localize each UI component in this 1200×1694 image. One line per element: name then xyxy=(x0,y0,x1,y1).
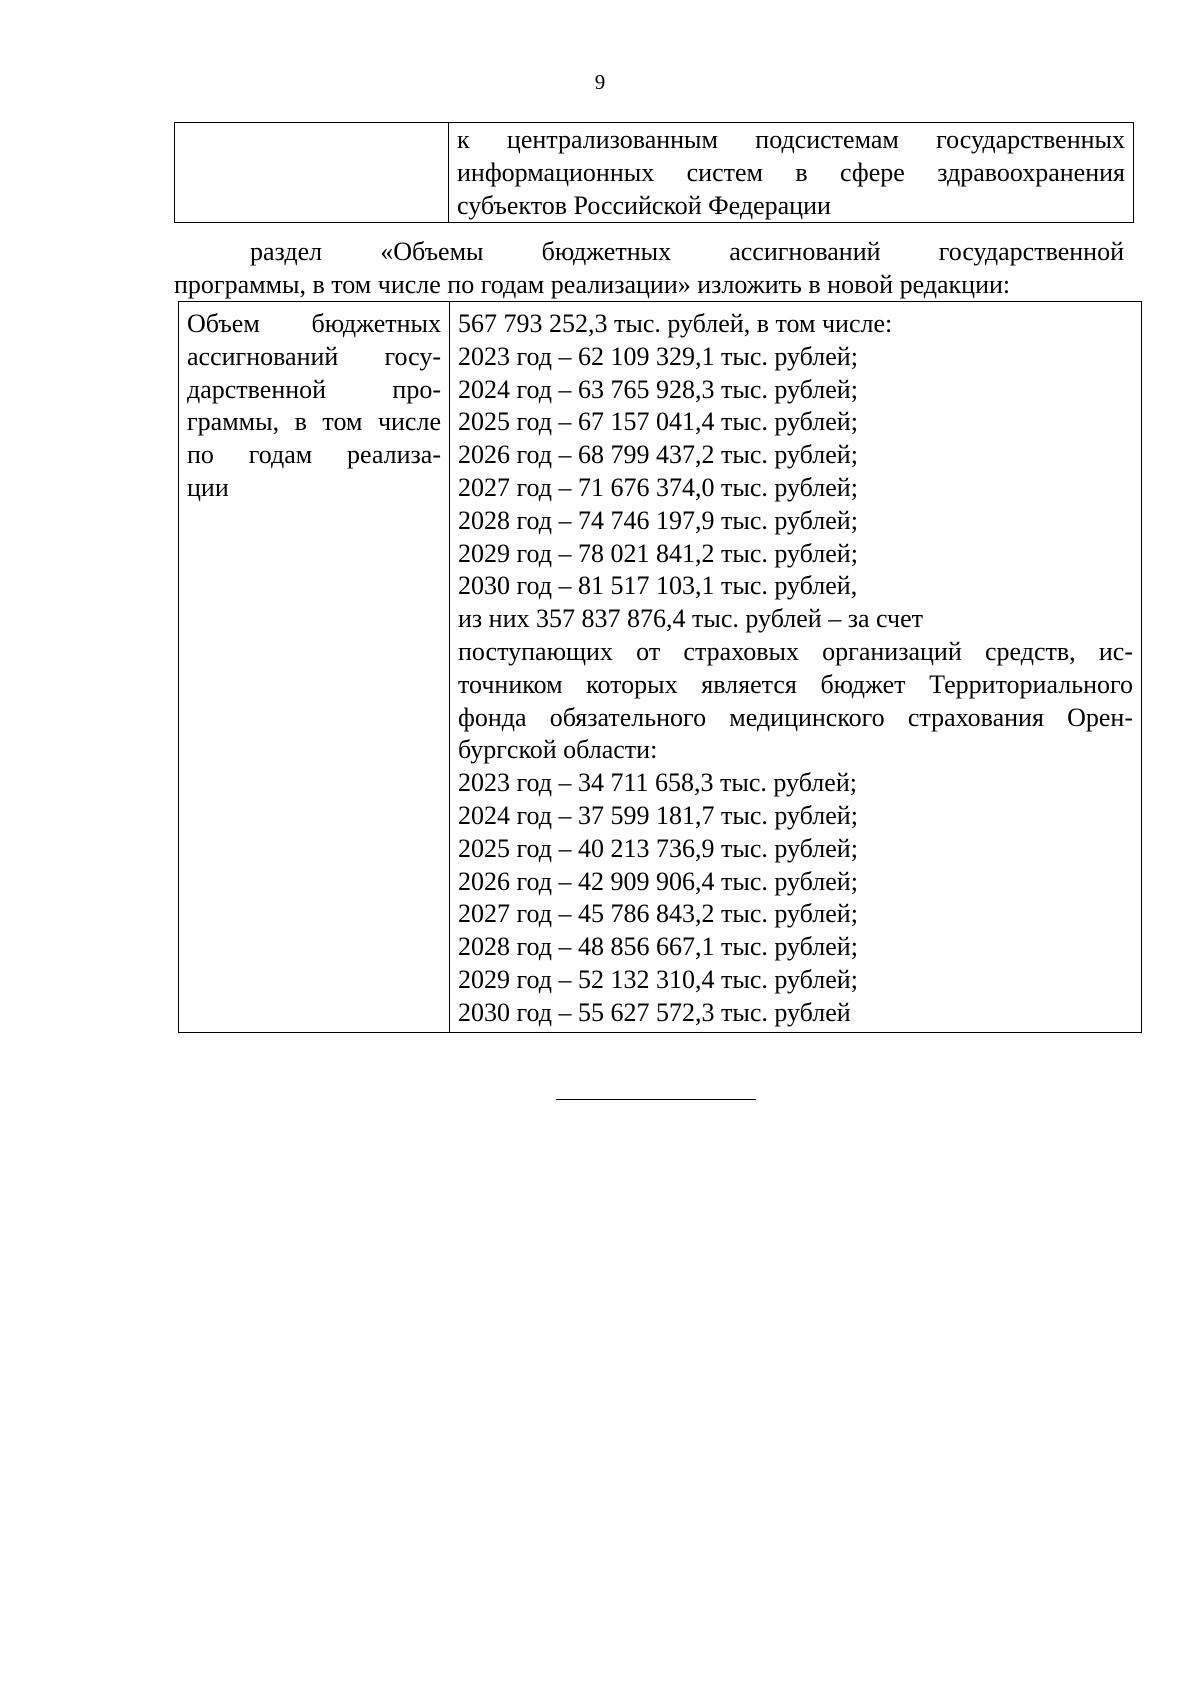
label-line: граммы, в том числе xyxy=(187,407,441,437)
label-line: дарственной про- xyxy=(187,374,441,404)
insurance-text-line: точником которых является бюджет Территориального xyxy=(458,669,1133,699)
end-rule-divider xyxy=(556,1099,756,1100)
table-cell-text xyxy=(449,123,1134,223)
total-amount: 567 793 252,3 тыс. рублей, в том числе: xyxy=(458,309,893,338)
year-amount: 2029 год – 78 021 841,2 тыс. рублей; xyxy=(458,538,858,568)
year-amount: 2030 год – 55 627 572,3 тыс. рублей xyxy=(458,997,851,1027)
year-amount: 2025 год – 67 157 041,4 тыс. рублей; xyxy=(458,407,858,437)
budget-label-cell xyxy=(179,302,450,1033)
insurance-text-line: поступающих от страховых организаций средств, ис- xyxy=(458,636,1133,666)
year-amount: 2028 год – 74 746 197,9 тыс. рублей; xyxy=(458,505,858,535)
page-number: 9 xyxy=(594,70,606,94)
year-amount: 2028 год – 48 856 667,1 тыс. рублей; xyxy=(458,932,858,962)
year-amount: 2024 год – 63 765 928,3 тыс. рублей; xyxy=(458,374,858,404)
instruction-line: раздел «Объемы бюджетных ассигнований государственной xyxy=(250,237,1124,266)
label-line: по годам реализа- xyxy=(187,440,441,470)
year-amount: 2024 год – 37 599 181,7 тыс. рублей; xyxy=(458,800,858,830)
year-amount: 2026 год – 42 909 906,4 тыс. рублей; xyxy=(458,866,858,896)
budget-values-cell xyxy=(450,302,1142,1033)
label-line: ассигнований госу- xyxy=(187,341,441,371)
instruction-paragraph xyxy=(174,235,1124,301)
year-amount: 2026 год – 68 799 437,2 тыс. рублей; xyxy=(458,440,858,470)
label-line: Объем бюджетных xyxy=(187,309,441,338)
insurance-text-line: из них 357 837 876,4 тыс. рублей – за счет xyxy=(458,604,924,634)
label-line: ции xyxy=(187,472,229,502)
year-amount: 2025 год – 40 213 736,9 тыс. рублей; xyxy=(458,833,858,863)
text-line: субъектов Российской Федерации xyxy=(457,191,831,220)
year-amount: 2029 год – 52 132 310,4 тыс. рублей; xyxy=(458,964,858,994)
year-amount: 2027 год – 71 676 374,0 тыс. рублей; xyxy=(458,472,858,502)
continuation-table xyxy=(174,122,1134,223)
year-amount: 2023 год – 62 109 329,1 тыс. рублей; xyxy=(458,341,858,371)
instruction-line: программы, в том числе по годам реализации» изложить в новой редакции: xyxy=(174,270,1011,299)
year-amount: 2023 год – 34 711 658,3 тыс. рублей; xyxy=(458,768,857,798)
insurance-text-line: бургской области: xyxy=(458,735,658,765)
text-line: к централизованным подсистемам государственных xyxy=(457,125,1125,154)
year-amount: 2030 год – 81 517 103,1 тыс. рублей, xyxy=(458,571,858,601)
insurance-text-line: фонда обязательного медицинского страхования Орен- xyxy=(458,702,1133,732)
table-cell-empty xyxy=(175,123,449,223)
table-row xyxy=(175,123,1134,223)
budget-table xyxy=(178,301,1142,1033)
table-row xyxy=(179,302,1142,1033)
text-line: информационных систем в сфере здравоохранения xyxy=(457,158,1125,187)
year-amount: 2027 год – 45 786 843,2 тыс. рублей; xyxy=(458,899,858,929)
